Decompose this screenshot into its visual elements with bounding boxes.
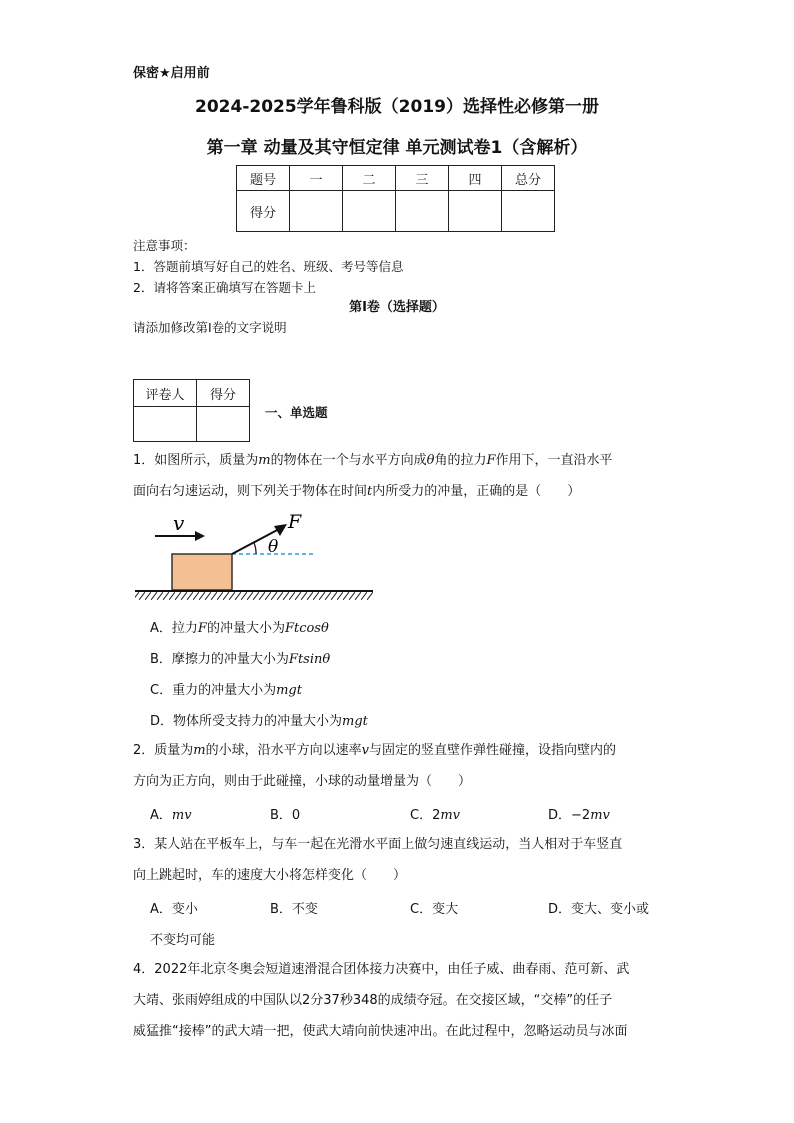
volume-title: 第I卷（选择题） — [349, 300, 445, 315]
grader-table — [133, 379, 250, 442]
score-cell[interactable] — [396, 191, 449, 232]
question-1-option-b[interactable]: B．摩擦力的冲量大小为Ftsinθ — [150, 652, 331, 667]
question-3-option-c[interactable]: C．变大 — [410, 902, 459, 917]
block-force-diagram — [133, 512, 378, 607]
score-row-label: 得分 — [237, 191, 290, 232]
grader-score-cell[interactable] — [197, 407, 250, 442]
question-2-line2: 方向为正方向，则由于此碰撞，小球的动量增量为（ ） — [133, 774, 472, 789]
question-4-stem — [133, 954, 663, 1047]
question-2-option-b[interactable]: B．0 — [270, 808, 301, 823]
angle-arc — [254, 543, 256, 554]
exam-title-line1: 2024-2025学年鲁科版（2019）选择性必修第一册 — [195, 97, 599, 117]
question-3-option-d[interactable]: D．变大、变小或 — [548, 902, 650, 917]
score-header-cell: 一 — [290, 166, 343, 191]
question-1-stem — [133, 445, 663, 507]
question-1-line2: 面向右匀速运动，则下列关于物体在时间t内所受力的冲量，正确的是（ ） — [133, 484, 581, 499]
angle-label: θ — [268, 537, 279, 557]
score-cell[interactable] — [449, 191, 502, 232]
question-4-line1: 4．2022年北京冬奥会短道速滑混合团体接力决赛中，由任子威、曲春雨、范可新、武 — [133, 962, 630, 977]
ground-hatching — [135, 592, 373, 600]
score-header-cell: 三 — [396, 166, 449, 191]
question-2-option-d[interactable]: D．−2mv — [548, 808, 610, 823]
score-table — [236, 165, 555, 232]
question-2-line1: 2．质量为m的小球，沿水平方向以速率v与固定的竖直壁作弹性碰撞，设指向壁内的 — [133, 743, 616, 758]
question-3-option-a[interactable]: A．变小 — [150, 902, 198, 917]
question-1-option-c[interactable]: C．重力的冲量大小为mgt — [150, 683, 302, 698]
score-header-cell: 总分 — [502, 166, 555, 191]
force-label: F — [288, 512, 302, 533]
question-3-option-b[interactable]: B．不变 — [270, 902, 318, 917]
question-3-option-d-continued: 不变均可能 — [150, 933, 216, 948]
question-2-stem — [133, 735, 663, 797]
notes-item: 2．请将答案正确填写在答题卡上 — [133, 280, 316, 295]
notes — [133, 235, 403, 298]
score-cell[interactable] — [290, 191, 343, 232]
question-4-line3: 威猛推“接棒”的武大靖一把，使武大靖向前快速冲出。在此过程中，忽略运动员与冰面 — [133, 1024, 628, 1039]
question-1-option-a[interactable]: A．拉力F的冲量大小为Ftcosθ — [150, 621, 329, 636]
grader-cell[interactable] — [134, 407, 197, 442]
grader-score-header: 得分 — [197, 380, 250, 407]
question-3-stem — [133, 829, 663, 891]
score-cell[interactable] — [343, 191, 396, 232]
question-3-line1: 3．某人站在平板车上，与车一起在光滑水平面上做匀速直线运动，当人相对于车竖直 — [133, 837, 623, 852]
velocity-label: v — [173, 512, 185, 535]
question-4-line2: 大靖、张雨婷组成的中国队以2分37秒348的成绩夺冠。在交接区域，“交棒”的任子 — [133, 993, 613, 1008]
question-2-option-c[interactable]: C．2mv — [410, 808, 461, 823]
score-header-cell: 二 — [343, 166, 396, 191]
exam-title-line2: 第一章 动量及其守恒定律 单元测试卷1（含解析） — [206, 138, 588, 158]
score-header-cell: 题号 — [237, 166, 290, 191]
notes-item: 1．答题前填写好自己的姓名、班级、考号等信息 — [133, 259, 404, 274]
score-header-cell: 四 — [449, 166, 502, 191]
volume-note: 请添加修改第I卷的文字说明 — [133, 320, 287, 335]
question-1-option-d[interactable]: D．物体所受支持力的冲量大小为mgt — [150, 714, 368, 729]
question-3-line2: 向上跳起时，车的速度大小将怎样变化（ ） — [133, 868, 407, 883]
confidential-label: 保密★启用前 — [133, 66, 210, 81]
question-1-line1: 1．如图所示，质量为m的物体在一个与水平方向成θ角的拉力F作用下，一直沿水平 — [133, 453, 613, 468]
section-title: 一、单选题 — [265, 405, 328, 420]
question-2-option-a[interactable]: A．mv — [150, 808, 192, 823]
grader-header: 评卷人 — [134, 380, 197, 407]
block — [172, 554, 232, 590]
score-cell[interactable] — [502, 191, 555, 232]
notes-heading: 注意事项： — [133, 238, 196, 253]
velocity-arrowhead — [195, 531, 205, 541]
